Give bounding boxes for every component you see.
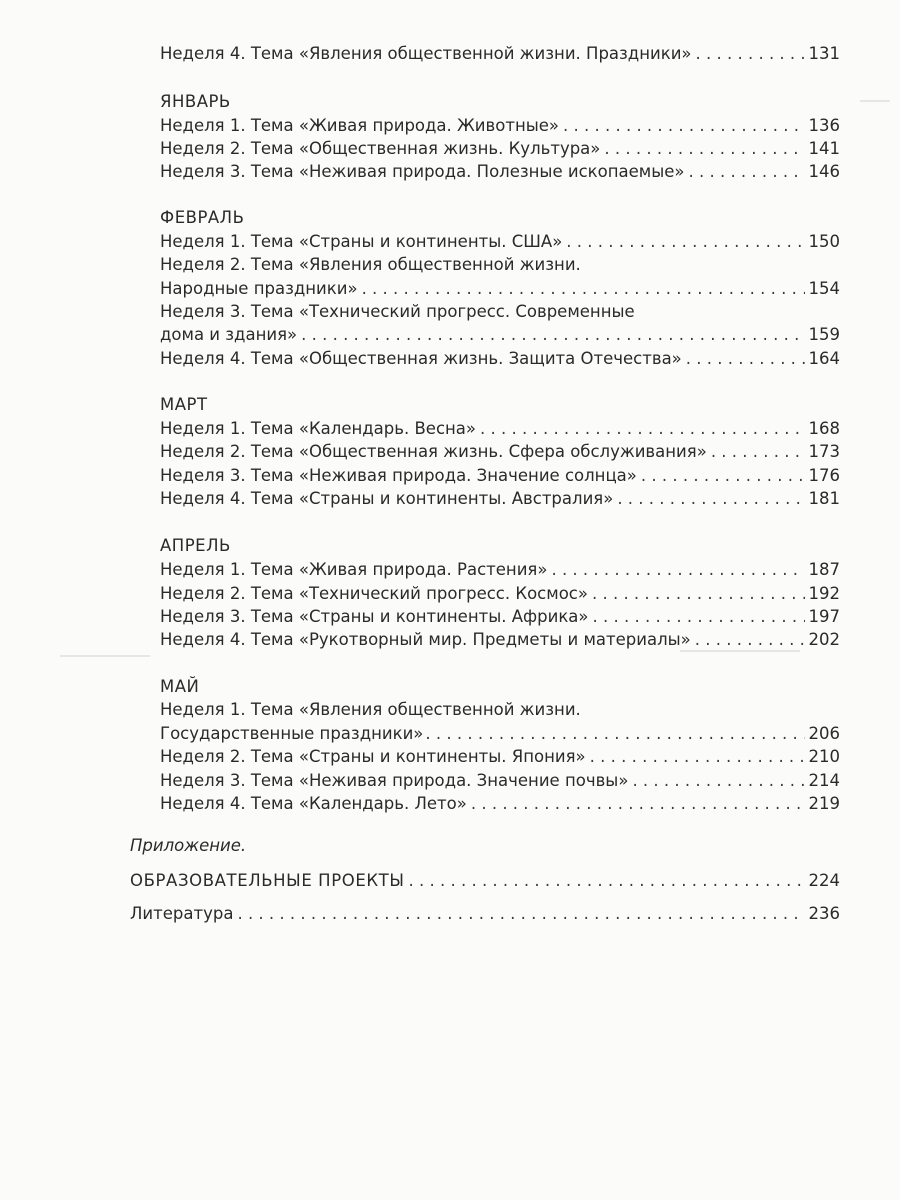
toc-entry xyxy=(160,792,840,816)
toc-entry xyxy=(160,745,840,769)
page-number: 176 xyxy=(808,466,840,485)
toc-entry xyxy=(160,558,840,582)
bleed-mark xyxy=(60,655,150,657)
entry-title: Неделя 3. Тема «Неживая природа. Значение солнца» xyxy=(160,466,637,485)
page-number: 150 xyxy=(808,232,840,251)
entry-title: Неделя 2. Тема «Технический прогресс. Космос» xyxy=(160,584,588,603)
entry-title: Неделя 4. Тема «Рукотворный мир. Предметы и материалы» xyxy=(160,630,691,649)
dot-leader xyxy=(301,323,804,347)
dot-leader xyxy=(632,769,804,793)
page-number: 146 xyxy=(808,162,840,181)
toc-entry xyxy=(160,722,840,746)
entry-title: Неделя 2. Тема «Страны и континенты. Япония» xyxy=(160,747,586,766)
dot-leader xyxy=(593,605,805,629)
entry-title-line: Неделя 2. Тема «Явления общественной жизни. xyxy=(160,255,581,274)
page-number: 224 xyxy=(808,871,840,890)
toc-entry xyxy=(160,323,840,347)
toc-entry xyxy=(160,487,840,511)
dot-leader xyxy=(641,464,805,488)
dot-leader xyxy=(688,160,804,184)
entry-title: Неделя 4. Тема «Календарь. Лето» xyxy=(160,794,467,813)
entry-title: Неделя 1. Тема «Живая природа. Растения» xyxy=(160,560,548,579)
toc-entry xyxy=(160,114,840,138)
page-number: 131 xyxy=(808,44,840,63)
month-heading: ФЕВРАЛЬ xyxy=(160,208,245,227)
dot-leader xyxy=(566,230,804,254)
bleed-mark xyxy=(860,100,890,102)
toc-entry xyxy=(160,628,840,652)
page-number: 214 xyxy=(808,771,840,790)
dot-leader xyxy=(617,487,804,511)
dot-leader xyxy=(711,440,805,464)
page-number: 173 xyxy=(808,442,840,461)
entry-title: Неделя 3. Тема «Неживая природа. Полезные ископаемые» xyxy=(160,162,685,181)
dot-leader xyxy=(590,745,805,769)
entry-title: Народные праздники» xyxy=(160,279,358,298)
entry-title-line: Неделя 1. Тема «Явления общественной жизни. xyxy=(160,700,581,719)
month-heading: МАЙ xyxy=(160,677,200,696)
toc-entry xyxy=(160,605,840,629)
entry-title: Неделя 4. Тема «Страны и континенты. Австралия» xyxy=(160,489,614,508)
page-number: 181 xyxy=(808,489,840,508)
entry-title: Государственные праздники» xyxy=(160,724,424,743)
entry-title: Неделя 2. Тема «Общественная жизнь. Сфера обслуживания» xyxy=(160,442,707,461)
entry-title: Неделя 1. Тема «Календарь. Весна» xyxy=(160,419,477,438)
toc-entry xyxy=(160,137,840,161)
dot-leader xyxy=(480,417,804,441)
month-heading: ЯНВАРЬ xyxy=(160,92,231,111)
toc-entry xyxy=(130,902,840,926)
dot-leader xyxy=(471,792,805,816)
entry-title: Неделя 4. Тема «Явления общественной жизни. Праздники» xyxy=(160,44,692,63)
page-number: 141 xyxy=(808,139,840,158)
toc-entry xyxy=(160,440,840,464)
page-number: 202 xyxy=(808,630,840,649)
toc-entry xyxy=(160,277,840,301)
dot-leader xyxy=(362,277,805,301)
page-number: 197 xyxy=(808,607,840,626)
month-heading: АПРЕЛЬ xyxy=(160,536,231,555)
toc-entry xyxy=(160,160,840,184)
dot-leader xyxy=(563,114,804,138)
page-number: 236 xyxy=(808,904,840,923)
dot-leader xyxy=(696,42,805,66)
dot-leader xyxy=(425,722,804,746)
page-number: 192 xyxy=(808,584,840,603)
entry-title: ОБРАЗОВАТЕЛЬНЫЕ ПРОЕКТЫ xyxy=(130,871,405,890)
page-number: 136 xyxy=(808,116,840,135)
dot-leader xyxy=(551,558,804,582)
entry-title: дома и здания» xyxy=(160,325,298,344)
page-number: 210 xyxy=(808,747,840,766)
entry-title: Неделя 3. Тема «Страны и континенты. Африка» xyxy=(160,607,589,626)
toc-entry xyxy=(160,347,840,371)
toc-entry xyxy=(160,230,840,254)
toc-entry xyxy=(160,464,840,488)
entry-title: Неделя 3. Тема «Неживая природа. Значение почвы» xyxy=(160,771,629,790)
dot-leader xyxy=(409,869,805,893)
toc-entry xyxy=(160,417,840,441)
dot-leader xyxy=(695,628,805,652)
month-heading: МАРТ xyxy=(160,395,208,414)
page-number: 154 xyxy=(808,279,840,298)
page-number: 187 xyxy=(808,560,840,579)
toc-entry xyxy=(160,42,840,66)
toc-entry xyxy=(160,769,840,793)
entry-title: Неделя 4. Тема «Общественная жизнь. Защита Отечества» xyxy=(160,349,682,368)
page-number: 164 xyxy=(808,349,840,368)
appendix-label: Приложение. xyxy=(130,836,247,855)
entry-title-line: Неделя 3. Тема «Технический прогресс. Современные xyxy=(160,302,635,321)
dot-leader xyxy=(686,347,805,371)
toc-entry xyxy=(130,869,840,893)
page-number: 168 xyxy=(808,419,840,438)
dot-leader xyxy=(604,137,804,161)
dot-leader xyxy=(592,582,805,606)
entry-title: Неделя 1. Тема «Живая природа. Животные» xyxy=(160,116,560,135)
entry-title: Неделя 2. Тема «Общественная жизнь. Культура» xyxy=(160,139,601,158)
entry-title: Литература xyxy=(130,904,234,923)
entry-title: Неделя 1. Тема «Страны и континенты. США» xyxy=(160,232,563,251)
page-number: 159 xyxy=(808,325,840,344)
page-number: 219 xyxy=(808,794,840,813)
dot-leader xyxy=(237,902,804,926)
toc-entry xyxy=(160,582,840,606)
page-number: 206 xyxy=(808,724,840,743)
